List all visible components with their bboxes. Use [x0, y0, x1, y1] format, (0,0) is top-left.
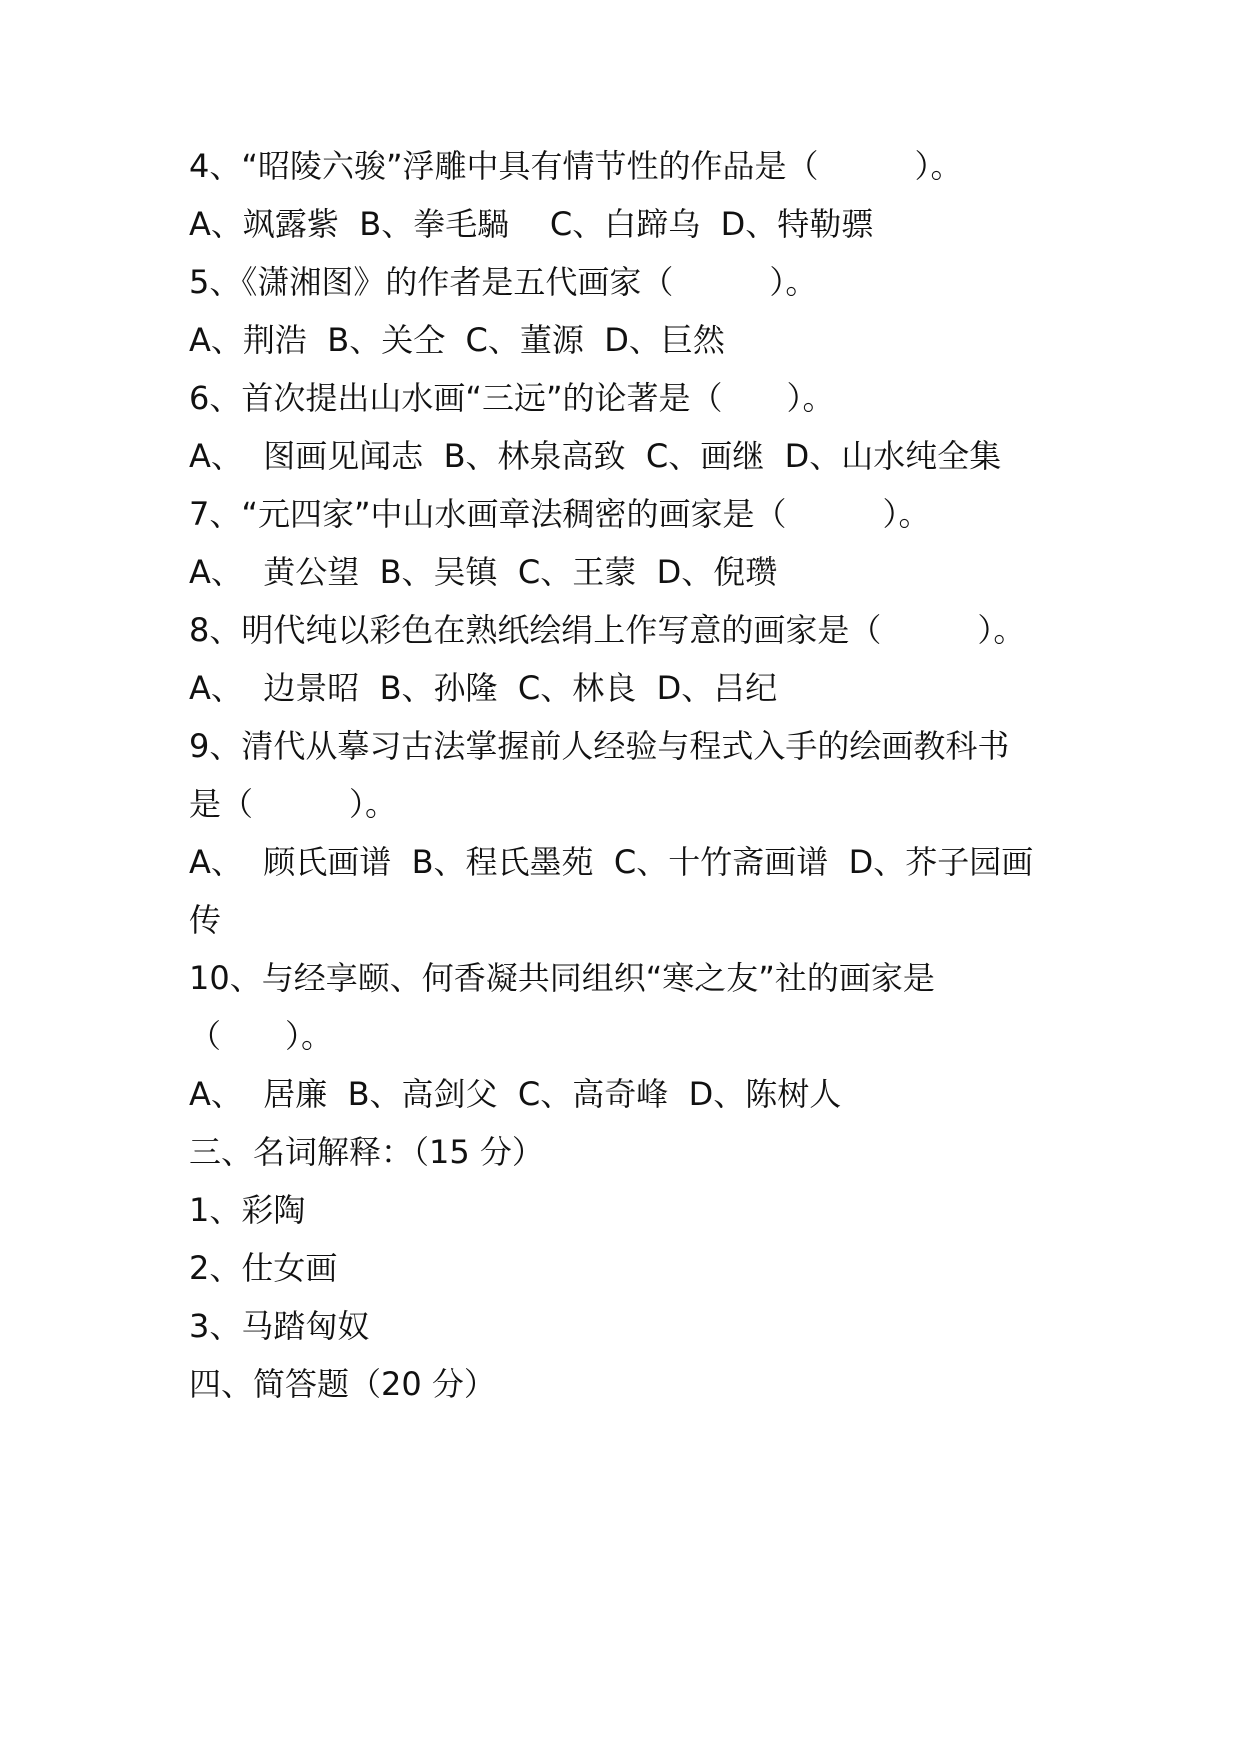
question-6-options: A、 图画见闻志 B、林泉高致 C、画继 D、山水纯全集 — [189, 437, 1002, 475]
section-heading-short-answer: 四、简答题（20 分） — [189, 1365, 496, 1403]
question-7: 7、“元四家”中山水画章法稠密的画家是（ ）。 — [189, 495, 931, 533]
question-7-options: A、 黄公望 B、吴镇 C、王蒙 D、倪瓒 — [189, 553, 778, 591]
question-9-continued: 是（ ）。 — [189, 785, 398, 823]
term-1: 1、彩陶 — [189, 1191, 306, 1229]
question-9: 9、清代从摹习古法掌握前人经验与程式入手的绘画教科书 — [189, 727, 1010, 765]
question-9-options-continued: 传 — [189, 901, 222, 939]
question-9-options: A、 顾氏画谱 B、程氏墨苑 C、十竹斋画谱 D、芥子园画 — [189, 843, 1034, 881]
question-6: 6、首次提出山水画“三远”的论著是（ ）。 — [189, 379, 835, 417]
question-4-options: A、飒露紫 B、拳毛騧 C、白蹄乌 D、特勒骠 — [189, 205, 874, 243]
term-3: 3、马踏匈奴 — [189, 1307, 370, 1345]
question-4: 4、“昭陵六骏”浮雕中具有情节性的作品是（ ）。 — [189, 147, 963, 185]
question-10-options: A、 居廉 B、高剑父 C、高奇峰 D、陈树人 — [189, 1075, 842, 1113]
question-5-options: A、荆浩 B、关仝 C、董源 D、巨然 — [189, 321, 725, 359]
question-8: 8、明代纯以彩色在熟纸绘绢上作写意的画家是（ ）。 — [189, 611, 1026, 649]
question-5: 5、《潇湘图》的作者是五代画家（ ）。 — [189, 263, 818, 301]
question-10: 10、与经享颐、何香凝共同组织“寒之友”社的画家是 — [189, 959, 935, 997]
term-2: 2、仕女画 — [189, 1249, 338, 1287]
question-8-options: A、 边景昭 B、孙隆 C、林良 D、吕纪 — [189, 669, 778, 707]
section-heading-terms: 三、名词解释：（15 分） — [189, 1133, 544, 1171]
question-10-continued: （ ）。 — [189, 1017, 334, 1055]
